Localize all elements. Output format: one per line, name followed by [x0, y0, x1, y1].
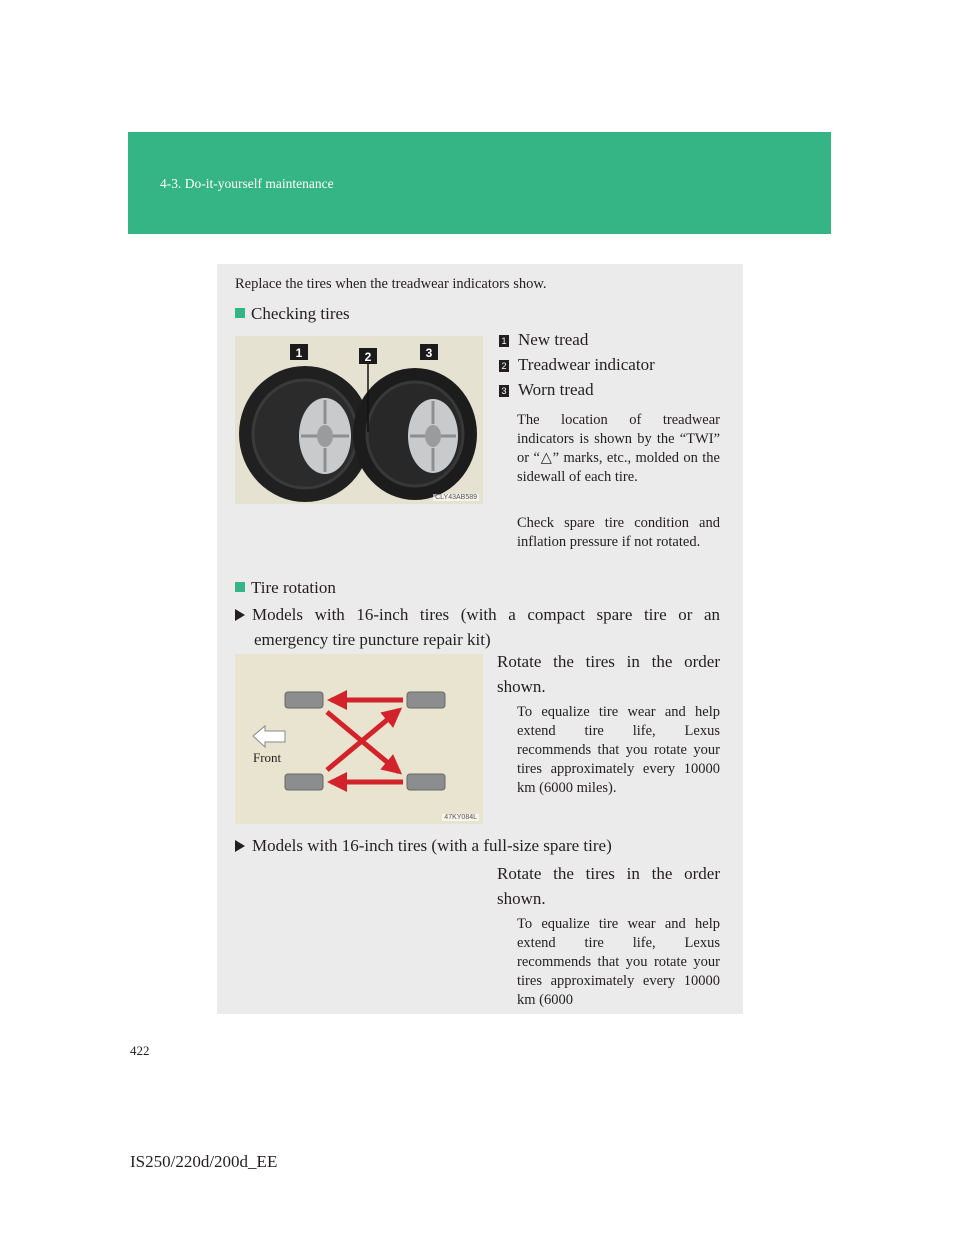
tire-rotation-heading: Tire rotation — [235, 578, 336, 598]
tread-legend — [499, 330, 725, 405]
checking-tires-heading: Checking tires — [235, 304, 350, 324]
number-3-icon: 3 — [499, 385, 509, 397]
tire-photo — [235, 336, 483, 504]
intro-text: Replace the tires when the treadwear indicators show. — [235, 276, 547, 292]
rotation-instruction-2: Rotate the tires in the order shown. — [497, 864, 720, 908]
legend-item: 1 New tread — [499, 330, 725, 355]
rotation-note-2: To equalize tire wear and help extend tire life, Lexus recommends that you rotate your tires approximately every 10000 km (6000 — [517, 916, 720, 1008]
page-number: 422 — [130, 1043, 150, 1058]
tire-front-right — [285, 774, 323, 790]
rotation-note-1: To equalize tire wear and help extend tire life, Lexus recommends that you rotate your tires approximately every 10000 km (6000 miles). — [517, 704, 720, 796]
model-code: IS250/220d/200d_EE — [130, 1152, 278, 1171]
tire-rear-right — [407, 774, 445, 790]
spare-tire-note: Check spare tire condition and inflation pressure if not rotated. — [517, 515, 720, 550]
svg-text:2: 2 — [364, 350, 372, 364]
header-band — [128, 132, 831, 234]
triangle-bullet-icon — [235, 609, 245, 621]
model-compact-spare: Models with 16-inch tires (with a compact spare tire or an emergency tire puncture repair kit) — [235, 602, 720, 652]
tires-illustration — [235, 336, 483, 504]
svg-text:3: 3 — [425, 346, 433, 360]
section-label: 4-3. Do-it-yourself maintenance — [160, 176, 334, 191]
square-bullet-icon — [235, 308, 245, 318]
content-box — [217, 264, 743, 1014]
legend-item: 3 Worn tread — [499, 380, 725, 405]
front-label: Front — [253, 750, 282, 765]
legend-item: 2 Treadwear indicator — [499, 355, 725, 380]
rotation-arrows-illustration — [235, 654, 483, 824]
number-2-icon: 2 — [499, 360, 509, 372]
treadwear-note: The location of treadwear indicators is shown by the “TWI” or “△” marks, etc., molded on the sidewall of each tire. — [517, 412, 720, 485]
number-1-icon: 1 — [499, 335, 509, 347]
tire-front-left — [285, 692, 323, 708]
photo-code: CLY43AB589 — [435, 494, 477, 501]
triangle-bullet-icon — [235, 840, 245, 852]
diagram-code: 47KY084L — [444, 814, 477, 821]
svg-text:1: 1 — [295, 346, 303, 360]
rotation-diagram — [235, 654, 483, 824]
square-bullet-icon — [235, 582, 245, 592]
tire-rear-left — [407, 692, 445, 708]
model-full-size-spare: Models with 16-inch tires (with a full-size spare tire) — [235, 833, 720, 858]
rotation-instruction-1: Rotate the tires in the order shown. — [497, 652, 720, 696]
